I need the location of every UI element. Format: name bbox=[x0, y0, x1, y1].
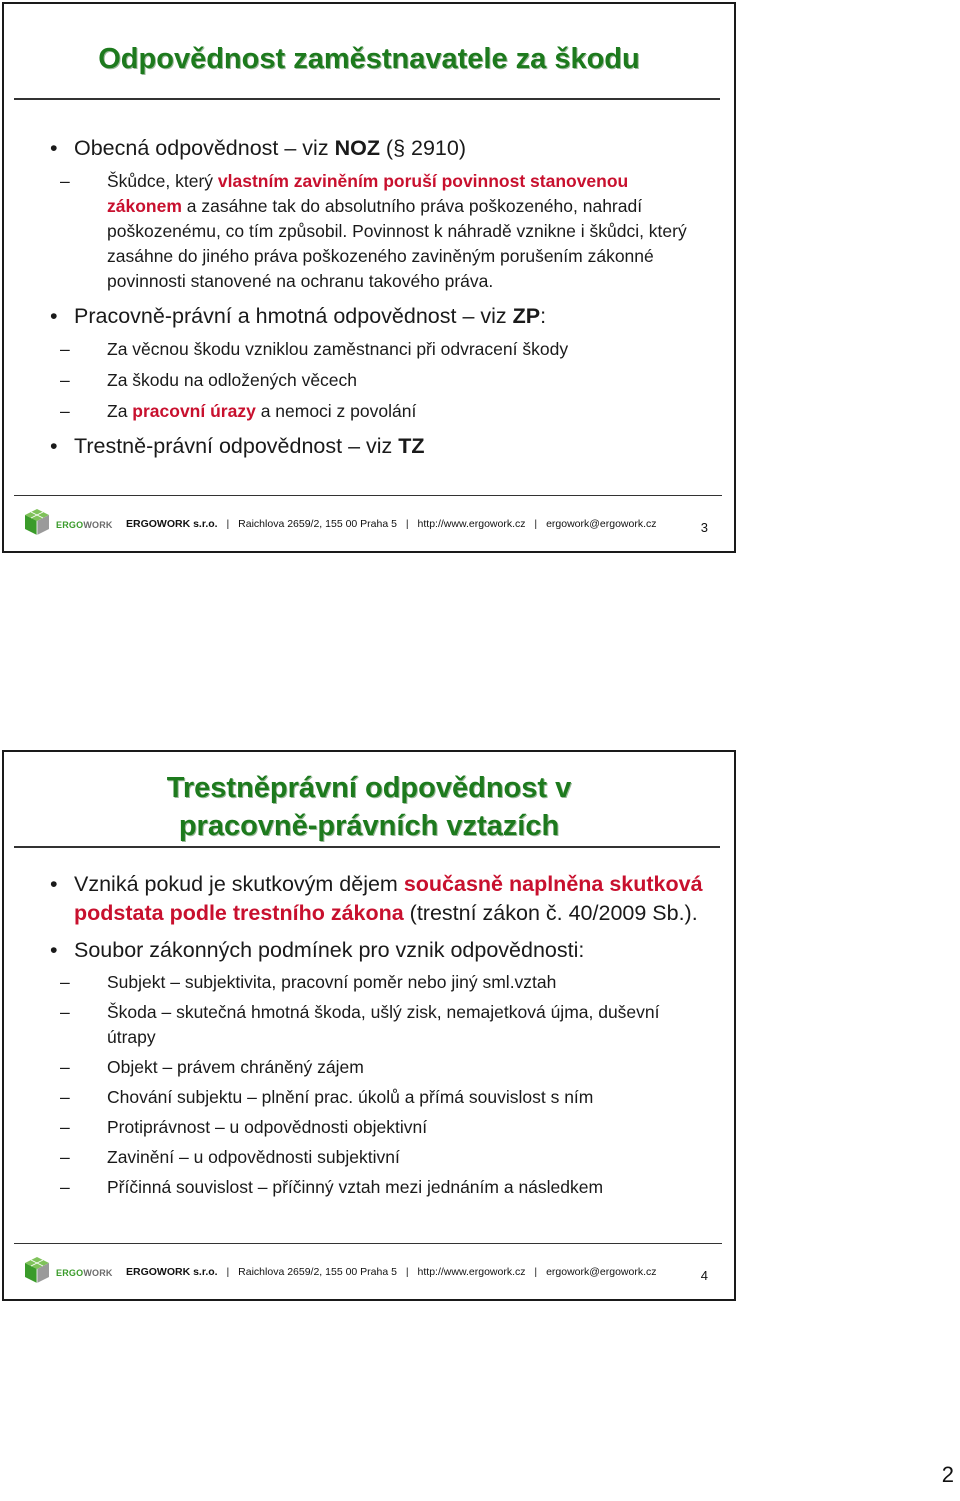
footer-divider bbox=[14, 495, 722, 496]
text-run: Škůdce, který bbox=[107, 171, 218, 191]
text-run: Protiprávnost – u odpovědnosti objektivní bbox=[107, 1117, 428, 1137]
text-run: : bbox=[540, 304, 547, 328]
logo-wordmark bbox=[56, 1268, 113, 1278]
text-run: Pracovně-právní a hmotná odpovědnost – viz bbox=[74, 304, 513, 328]
slide-4 bbox=[2, 750, 736, 1301]
logo-text-work: WORK bbox=[83, 520, 113, 530]
footer-contact bbox=[126, 518, 657, 530]
footer-contact bbox=[126, 1266, 657, 1278]
dash-icon: – bbox=[60, 1177, 70, 1197]
bullet-item bbox=[50, 936, 704, 965]
text-run: Za bbox=[107, 401, 133, 421]
sub-bullet-item bbox=[50, 1115, 704, 1140]
slide-content bbox=[50, 870, 704, 1200]
text-run: vlastním zaviněním poruší povinnost stanovenou zákonem bbox=[107, 171, 629, 216]
cube-logo-icon bbox=[24, 508, 50, 536]
text-run: pracovní úrazy bbox=[132, 401, 256, 421]
footer-separator: | bbox=[534, 1266, 538, 1278]
cube-logo-icon bbox=[24, 1256, 50, 1284]
text-run: Trestně-právní odpovědnost – viz bbox=[74, 434, 399, 458]
document-page-number: 2 bbox=[941, 1462, 954, 1487]
footer-company: ERGOWORK s.r.o. bbox=[126, 1266, 218, 1278]
bullet-dot-icon: • bbox=[50, 872, 58, 896]
slide-title: Odpovědnost zaměstnavatele za škodu bbox=[98, 43, 640, 75]
text-run: současně naplněna skutková podstata podle trestního zákona bbox=[74, 872, 703, 925]
text-run: Vzniká pokud je skutkovým dějem bbox=[74, 872, 404, 896]
footer-company: ERGOWORK s.r.o. bbox=[126, 518, 218, 530]
text-run: Subjekt – subjektivita, pracovní poměr nebo jiný sml.vztah bbox=[107, 972, 557, 992]
dash-icon: – bbox=[60, 401, 70, 421]
text-run: Obecná odpovědnost – viz bbox=[74, 136, 335, 160]
slide-content bbox=[50, 134, 704, 461]
text-run: a zasáhne tak do absolutního práva poškozeného, nahradí poškozenému, co tím způsobil. Povinnost k náhradě vznikne i škůdci, který zasáhne do jiného práva poškozeného zaviněným porušením zákonné povinnosti stanovené na ochranu takového práva. bbox=[107, 196, 687, 291]
text-run: Škoda – skutečná hmotná škoda, ušlý zisk, nemajetková újma, duševní útrapy bbox=[107, 1002, 660, 1047]
text-run: Chování subjektu – plnění prac. úkolů a přímá souvislost s ním bbox=[107, 1087, 594, 1107]
text-run: a nemoci z povolání bbox=[255, 401, 417, 421]
text-run: Objekt – právem chráněný zájem bbox=[107, 1057, 364, 1077]
footer-separator: | bbox=[226, 518, 230, 530]
text-run: Za věcnou škodu vzniklou zaměstnanci při odvracení škody bbox=[107, 339, 569, 359]
sub-bullet-item bbox=[50, 1145, 704, 1170]
logo-wordmark bbox=[56, 520, 113, 530]
logo-text-ergo: ERGO bbox=[56, 1268, 84, 1278]
footer-web[interactable]: http://www.ergowork.cz bbox=[417, 518, 526, 530]
text-run: ZP bbox=[512, 304, 541, 328]
bullet-item bbox=[50, 134, 704, 163]
bullet-item bbox=[50, 302, 704, 331]
dash-icon: – bbox=[60, 370, 70, 390]
bullet-dot-icon: • bbox=[50, 434, 58, 458]
text-run: (trestní zákon č. 40/2009 Sb.). bbox=[403, 901, 698, 925]
footer-separator: | bbox=[405, 1266, 409, 1278]
text-run: TZ bbox=[398, 434, 425, 458]
dash-icon: – bbox=[60, 1002, 70, 1022]
sub-bullet-item bbox=[50, 1175, 704, 1200]
sub-bullet-item bbox=[50, 970, 704, 995]
logo-text-ergo: ERGO bbox=[56, 520, 84, 530]
title-divider bbox=[14, 846, 720, 848]
text-run: Za škodu na odložených věcech bbox=[107, 370, 358, 390]
bullet-dot-icon: • bbox=[50, 304, 58, 328]
sub-bullet-item bbox=[50, 368, 704, 393]
slide-title-line-2: pracovně-právních vztazích bbox=[178, 810, 560, 842]
logo-text-work: WORK bbox=[83, 1268, 113, 1278]
bullet-item bbox=[50, 432, 704, 461]
dash-icon: – bbox=[60, 339, 70, 359]
dash-icon: – bbox=[60, 171, 70, 191]
footer-address: Raichlova 2659/2, 155 00 Praha 5 bbox=[238, 1266, 397, 1278]
slide-footer bbox=[20, 506, 714, 542]
bullet-dot-icon: • bbox=[50, 136, 58, 160]
bullet-dot-icon: • bbox=[50, 938, 58, 962]
sub-bullet-item bbox=[50, 1085, 704, 1110]
text-run: Zavinění – u odpovědnosti subjektivní bbox=[107, 1147, 400, 1167]
sub-bullet-item bbox=[50, 1000, 704, 1050]
footer-separator: | bbox=[534, 518, 538, 530]
slide-footer bbox=[20, 1254, 714, 1290]
slide-page-number: 4 bbox=[700, 1268, 708, 1283]
slide-3 bbox=[2, 2, 736, 553]
sub-bullet-item bbox=[50, 399, 704, 424]
text-run: Soubor zákonných podmínek pro vznik odpovědnosti: bbox=[74, 938, 585, 962]
dash-icon: – bbox=[60, 1087, 70, 1107]
dash-icon: – bbox=[60, 1057, 70, 1077]
ergowork-logo bbox=[24, 1256, 114, 1288]
sub-bullet-item bbox=[50, 337, 704, 362]
text-run: Příčinná souvislost – příčinný vztah mezi jednáním a následkem bbox=[107, 1177, 604, 1197]
bullet-item bbox=[50, 870, 704, 928]
footer-address: Raichlova 2659/2, 155 00 Praha 5 bbox=[238, 518, 397, 530]
footer-separator: | bbox=[405, 518, 409, 530]
sub-bullet-item bbox=[50, 169, 704, 294]
dash-icon: – bbox=[60, 1147, 70, 1167]
footer-divider bbox=[14, 1243, 722, 1244]
ergowork-logo bbox=[24, 508, 114, 540]
slide-title-line-1: Trestněprávní odpovědnost v bbox=[166, 772, 572, 804]
text-run: (§ 2910) bbox=[379, 136, 467, 160]
text-run: NOZ bbox=[334, 136, 380, 160]
slide-title bbox=[4, 769, 734, 845]
footer-email[interactable]: ergowork@ergowork.cz bbox=[546, 518, 657, 530]
title-divider bbox=[14, 98, 720, 100]
footer-web[interactable]: http://www.ergowork.cz bbox=[417, 1266, 526, 1278]
footer-email[interactable]: ergowork@ergowork.cz bbox=[546, 1266, 657, 1278]
footer-separator: | bbox=[226, 1266, 230, 1278]
dash-icon: – bbox=[60, 972, 70, 992]
sub-bullet-item bbox=[50, 1055, 704, 1080]
slide-page-number: 3 bbox=[700, 520, 708, 535]
dash-icon: – bbox=[60, 1117, 70, 1137]
